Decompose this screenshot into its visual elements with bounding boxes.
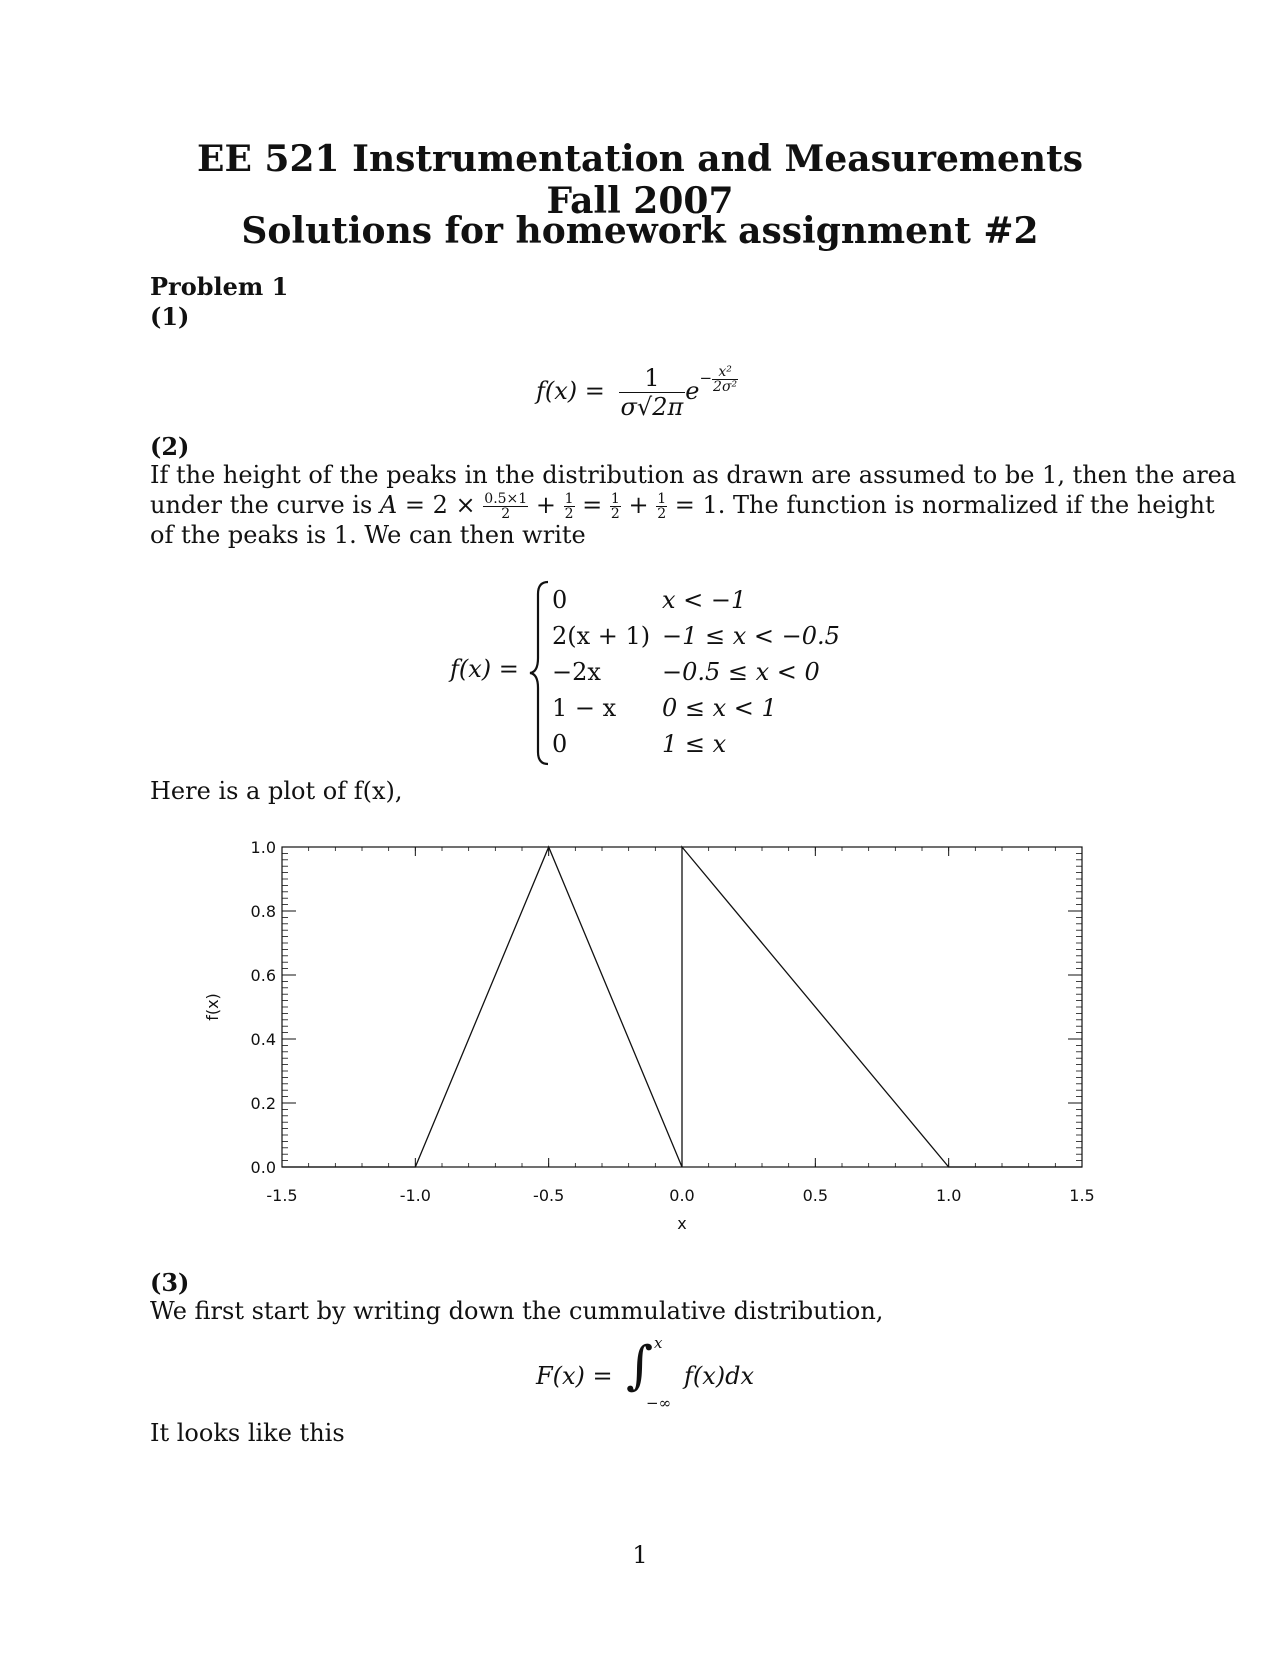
para2-half-3 xyxy=(656,492,667,521)
para2-frac1 xyxy=(483,492,528,521)
piecewise-expr-0: 0 xyxy=(552,586,568,614)
part-3-label: (3) xyxy=(150,1268,190,1297)
page-number: 1 xyxy=(632,1541,648,1569)
para2-line3: of the peaks is 1. We can then write xyxy=(150,521,586,549)
y-tick-label: 1.0 xyxy=(250,838,276,857)
eq3-lhs: F(x) = xyxy=(536,1362,613,1390)
eq1-exp-minus: − xyxy=(699,369,713,387)
eq1-exp-num: x² xyxy=(712,365,738,380)
para2-half2-num: 1 xyxy=(610,491,620,507)
y-tick-label: 0.4 xyxy=(250,1030,276,1049)
para2-half3-num: 1 xyxy=(657,491,667,507)
para2-text-b: = 2 × xyxy=(404,491,476,519)
piecewise-expr-3: 1 − x xyxy=(552,694,617,722)
para2-line1: If the height of the peaks in the distribution as drawn are assumed to be 1, then the area xyxy=(150,461,1237,489)
x-tick-label: 0.0 xyxy=(669,1186,695,1205)
para2-half-1 xyxy=(564,492,575,521)
piecewise-expr-4: 0 xyxy=(552,730,568,758)
eq1-numerator: 1 xyxy=(619,364,686,393)
eq3-integrand: f(x)dx xyxy=(684,1362,755,1390)
problem-heading: Problem 1 xyxy=(150,272,289,301)
para2-plus-2: + xyxy=(628,491,649,519)
eq1-exp-den: 2σ² xyxy=(713,378,738,395)
x-axis-label: x xyxy=(677,1214,687,1233)
x-tick-label: -1.0 xyxy=(399,1186,431,1205)
piecewise-lhs: f(x) = xyxy=(450,655,519,683)
piecewise-expr-2: −2x xyxy=(552,658,601,686)
integral-symbol: ∫ xyxy=(626,1336,654,1396)
para2-half2-den: 2 xyxy=(610,506,620,522)
y-tick-label: 0.2 xyxy=(250,1094,276,1113)
part-2-label: (2) xyxy=(150,432,190,461)
para2-half1-den: 2 xyxy=(564,506,574,522)
para2-equals: = xyxy=(582,491,603,519)
para2-text-end: = 1. The function is normalized if the height xyxy=(674,491,1215,519)
piecewise-cond-4: 1 ≤ x xyxy=(662,730,727,758)
fx-plot xyxy=(200,835,1100,1235)
closing-text: It looks like this xyxy=(150,1419,345,1447)
x-tick-label: 1.0 xyxy=(935,1186,962,1205)
piecewise-cond-0: x < −1 xyxy=(662,586,747,614)
x-tick-label: -1.5 xyxy=(266,1186,298,1205)
piecewise-brace xyxy=(528,578,552,768)
doc-title: EE 521 Instrumentation and Measurements xyxy=(197,138,1083,180)
doc-semester: Fall 2007 xyxy=(546,180,734,222)
doc-subtitle: Solutions for homework assignment #2 xyxy=(241,210,1039,252)
part-1-label: (1) xyxy=(150,302,190,331)
eq1-lhs: f(x) = xyxy=(536,377,605,405)
eq1-exp-base: e xyxy=(685,377,700,405)
y-tick-label: 0.8 xyxy=(250,902,276,921)
para3: We first start by writing down the cummulative distribution, xyxy=(150,1297,884,1325)
piecewise-cond-2: −0.5 ≤ x < 0 xyxy=(662,658,820,686)
para2-half3-den: 2 xyxy=(657,506,667,522)
piecewise-cond-3: 0 ≤ x < 1 xyxy=(662,694,777,722)
piecewise-expr-1: 2(x + 1) xyxy=(552,622,651,650)
para2-half1-num: 1 xyxy=(564,491,574,507)
x-tick-label: 0.5 xyxy=(802,1186,829,1205)
y-tick-label: 0.0 xyxy=(250,1158,276,1177)
plot-intro: Here is a plot of f(x), xyxy=(150,777,403,805)
eq3-upper-limit: x xyxy=(654,1334,663,1352)
para2-line2 xyxy=(150,490,1215,521)
para2-plus-1: + xyxy=(535,491,556,519)
cdf-equation xyxy=(536,1334,776,1412)
eq3-lower-limit: −∞ xyxy=(646,1394,672,1412)
piecewise-cond-1: −1 ≤ x < −0.5 xyxy=(662,622,840,650)
para2-text-a: under the curve is xyxy=(150,491,373,519)
para2-frac1-den: 2 xyxy=(501,506,511,522)
x-tick-label: -0.5 xyxy=(533,1186,565,1205)
eq1-exp-fraction xyxy=(712,365,738,394)
y-tick-label: 0.6 xyxy=(250,966,276,985)
series-line-0 xyxy=(282,847,1082,1167)
y-axis-label: f(x) xyxy=(203,993,222,1021)
x-tick-label: 1.5 xyxy=(1069,1186,1095,1205)
eq1-fraction xyxy=(619,364,686,421)
eq1-exponent xyxy=(699,363,738,395)
para2-area-symbol: A xyxy=(379,491,398,519)
eq1-denominator: σ√2π xyxy=(620,393,684,421)
para2-frac1-num: 0.5×1 xyxy=(484,491,528,507)
gaussian-equation xyxy=(536,364,738,421)
para2-half-2 xyxy=(610,492,621,521)
